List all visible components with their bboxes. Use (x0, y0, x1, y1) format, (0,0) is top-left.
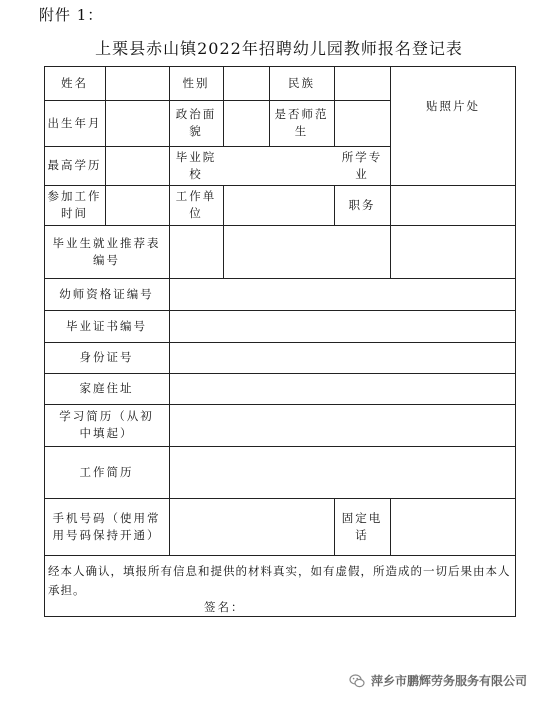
teacher-cert-label: 幼师资格证编号 (59, 286, 154, 301)
signature-label: 签名： (204, 600, 245, 614)
major-label: 所学专业 (341, 149, 383, 181)
diploma-label: 毕业证书编号 (66, 318, 147, 333)
registration-form (44, 66, 516, 617)
ethnicity-label: 民族 (288, 75, 315, 90)
employer-label: 工作单位 (175, 189, 217, 220)
declaration-text: 经本人确认，填报所有信息和提供的材料真实，如有虚假，所造成的一切后果由本人承担。 (48, 564, 511, 597)
watermark-text: 萍乡市鹏辉劳务服务有限公司 (371, 674, 528, 688)
photo-area: 贴照片处 (426, 98, 480, 113)
watermark (349, 672, 527, 689)
id-number-label: 身份证号 (79, 350, 134, 364)
address-label: 家庭住址 (79, 381, 134, 395)
normal-student-label: 是否师范生 (274, 107, 329, 138)
education-label: 最高学历 (47, 158, 102, 172)
position-label: 职务 (348, 197, 376, 212)
phone-label: 固定电话 (341, 510, 383, 542)
recommend-number-label: 毕业生就业推荐表编号 (52, 235, 161, 267)
wechat-icon (349, 673, 365, 689)
gender-label: 性别 (182, 75, 210, 90)
school-label: 毕业院校 (175, 149, 217, 181)
attachment-label: 附件 1： (39, 6, 104, 24)
page-title: 上栗县赤山镇2022年招聘幼儿园教师报名登记表 (95, 39, 463, 58)
name-label: 姓名 (61, 75, 88, 90)
work-start-label: 参加工作时间 (47, 189, 102, 220)
study-history-label: 学习简历（从初中填起） (59, 409, 154, 440)
birth-label: 出生年月 (47, 115, 102, 130)
work-history-label: 工作简历 (79, 464, 134, 479)
mobile-label: 手机号码（使用常用号码保持开通） (52, 510, 161, 542)
politics-label: 政治面貌 (175, 107, 217, 138)
